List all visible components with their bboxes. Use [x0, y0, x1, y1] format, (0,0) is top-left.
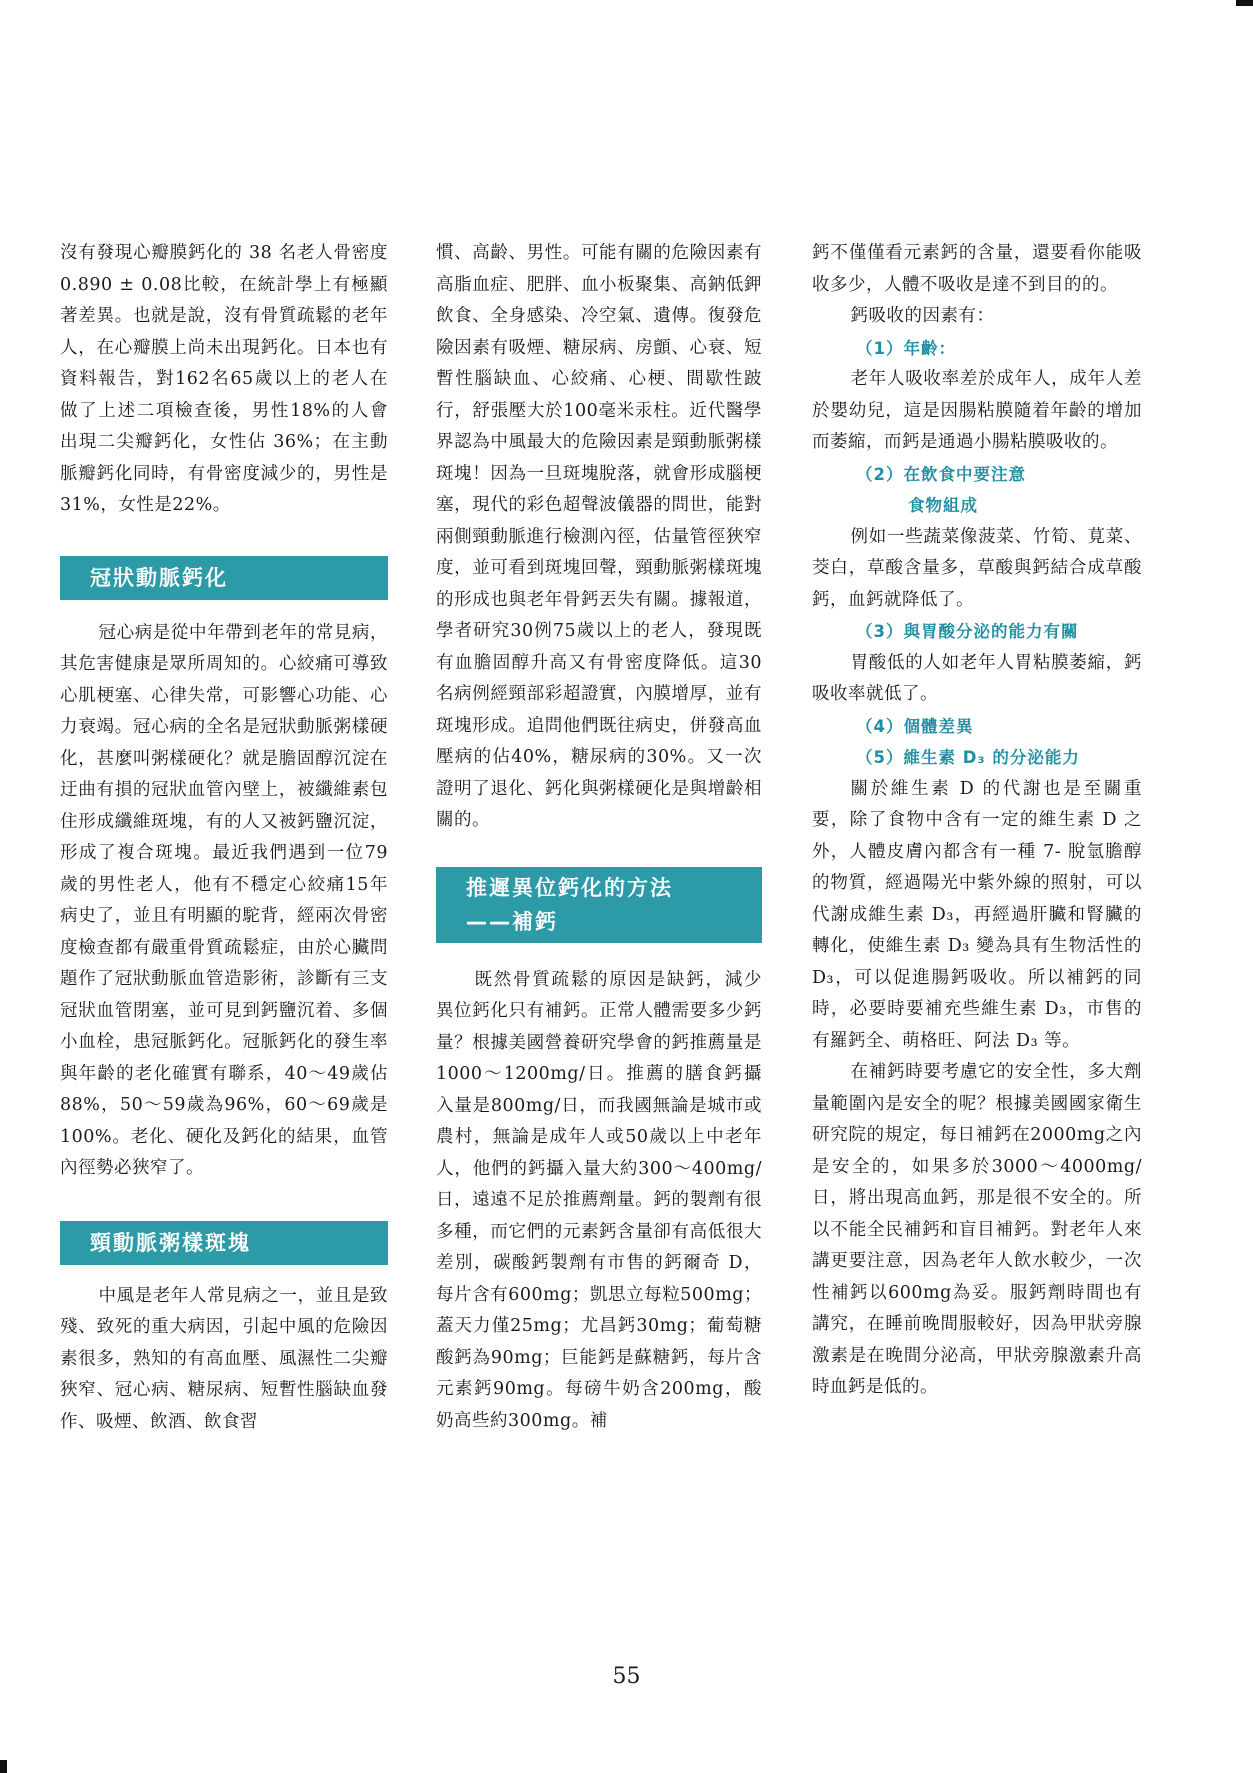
paragraph: 例如一些蔬菜像菠菜、竹筍、莧菜、茭白，草酸含量多，草酸與鈣結合成草酸鈣，血鈣就降低了。	[812, 526, 1142, 610]
crop-mark	[0, 1760, 7, 1773]
paragraph: 胃酸低的人如老年人胃粘膜萎縮，鈣吸收率就低了。	[812, 652, 1142, 704]
paragraph: 既然骨質疏鬆的原因是缺鈣，減少異位鈣化只有補鈣。正常人體需要多少鈣量？根據美國營養研究學會的鈣推薦量是1000～1200mg/日。推薦的膳食鈣攝入量是800mg/日，而我國無論是城市或農村，無論是成年人或50歲以上中老年人，他們的鈣攝入量大約300～400mg/日，遠遠不足於推薦劑量。鈣的製劑有很多種，而它們的元素鈣含量卻有高低很大差別，碳酸鈣製劑有市售的鈣爾奇 D，每片含有600mg；凱思立每粒500mg；蓋天力僅25mg；尤昌鈣30mg；葡萄糖酸鈣為90mg；巨能鈣是蘇糖鈣，每片含元素鈣90mg。每磅牛奶含200mg，酸奶高些約300mg。補	[436, 969, 762, 1431]
paragraph: 冠心病是從中年帶到老年的常見病，其危害健康是眾所周知的。心絞痛可導致心肌梗塞、心律失常，可影響心功能、心力衰竭。冠心病的全名是冠狀動脈粥樣硬化，甚麼叫粥樣硬化？就是膽固醇沉淀在迂曲有損的冠狀血管內壁上，被纖維素包住形成纖維斑塊，有的人又被鈣鹽沉淀，形成了複合斑塊。最近我們遇到一位79歲的男性老人，他有不穩定心絞痛15年病史了，並且有明顯的駝背，經兩次骨密度檢查都有嚴重骨質疏鬆症，由於心臟問題作了冠狀動脈血管造影術，診斷有三支冠狀血管閉塞，並可見到鈣鹽沉着、多個小血栓，患冠脈鈣化。冠脈鈣化的發生率與年齡的老化確實有聯系，40～49歲佔88%，50～59歲為96%，60～69歲是100%。老化、硬化及鈣化的結果，血管內徑勢必狹窄了。	[60, 622, 388, 1178]
paragraph: 鈣不僅僅看元素鈣的含量，還要看你能吸收多少，人體不吸收是達不到目的的。	[812, 243, 1142, 295]
paragraph: 中風是老年人常見病之一，並且是致殘、致死的重大病因，引起中風的危險因素很多，熟知的有高血壓、風濕性二尖瓣狹窄、冠心病、糖尿病、短暫性腦缺血發作、吸煙、飲酒、飲食習	[60, 1285, 388, 1432]
subheading-age: （1）年齡：	[856, 338, 956, 358]
column-right	[812, 238, 1142, 1404]
paragraph: 沒有發現心瓣膜鈣化的 38 名老人骨密度0.890 ± 0.08比較，在統計學上有極顯著差異。也就是說，沒有骨質疏鬆的老年人，在心瓣膜上尚未出現鈣化。日本也有資料報告，對162名65歲以上的老人在做了上述二項檢查後，男性18%的人會出現二尖瓣鈣化，女性佔 36%；在主動脈瓣鈣化同時，有骨密度減少的，男性是31%，女性是22%。	[60, 243, 388, 515]
heading-line: 推遲異位鈣化的方法	[466, 875, 673, 900]
paragraph: 在補鈣時要考慮它的安全性，多大劑量範圍內是安全的呢？根據美國國家衛生研究院的規定，每日補鈣在2000mg之內是安全的，如果多於3000～4000mg/日，將出現高血鈣，那是很不安全的。所以不能全民補鈣和盲目補鈣。對老年人來講更要注意，因為老年人飲水較少，一次性補鈣以600mg為妥。服鈣劑時間也有講究，在睡前晚間服較好，因為甲狀旁腺激素是在晚間分泌高，甲狀旁腺激素升高時血鈣是低的。	[812, 1062, 1142, 1397]
section-heading-calcium	[436, 867, 762, 943]
subheading-diet: （2）在飲食中要注意	[856, 464, 1026, 484]
column-left	[60, 238, 388, 1438]
heading-line: ——補鈣	[466, 909, 558, 934]
paragraph: 老年人吸收率差於成年人，成年人差於嬰幼兒，這是因腸粘膜隨着年齡的增加而萎縮，而鈣是通過小腸粘膜吸收的。	[812, 369, 1142, 452]
subheading-diet-cont: 食物組成	[908, 496, 978, 515]
paragraph: 慣、高齡、男性。可能有關的危險因素有高脂血症、肥胖、血小板聚集、高鈉低鉀飲食、全身感染、冷空氣、遺傳。復發危險因素有吸煙、糖尿病、房顫、心衰、短暫性腦缺血、心絞痛、心梗、間歇性跛行，舒張壓大於100毫米汞柱。近代醫學界認為中風最大的危險因素是頸動脈粥樣斑塊！因為一旦斑塊脫落，就會形成腦梗塞，現代的彩色超聲波儀器的問世，能對兩側頸動脈進行檢測內徑，估量管徑狹窄度，並可看到斑塊回聲，頸動脈粥樣斑塊的形成也與老年骨鈣丟失有關。據報道，學者研究30例75歲以上的老人，發現既有血膽固醇升高又有骨密度降低。這30名病例經頸部彩超證實，內膜增厚，並有斑塊形成。追問他們既往病史，併發高血壓病的佔40%，糖尿病的30%。又一次證明了退化、鈣化與粥樣硬化是與增齡相關的。	[436, 243, 762, 830]
subheading-vitamin-d3: （5）維生素 D₃ 的分泌能力	[856, 748, 1080, 767]
subheading-individual: （4）個體差異	[856, 716, 974, 736]
crop-mark	[1236, 0, 1253, 6]
section-heading-carotid: 頸動脈粥樣斑塊	[60, 1221, 388, 1265]
subheading-gastric-acid: （3）與胃酸分泌的能力有關	[856, 622, 1079, 641]
paragraph: 關於維生素 D 的代謝也是至關重要，除了食物中含有一定的維生素 D 之外，人體皮膚內都含有一種 7- 脫氫膽醇的物質，經過陽光中紫外線的照射，可以代謝成維生素 D₃，再經過肝臟和腎臟的轉化，使維生素 D₃ 變為具有生物活性的 D₃，可以促進腸鈣吸收。所以補鈣的同時，必要時要補充些維生素 D₃，市售的有羅鈣全、萌格旺、阿法 D₃ 等。	[812, 778, 1142, 1051]
page-number: 55	[612, 1664, 641, 1689]
section-heading-coronary: 冠狀動脈鈣化	[60, 556, 388, 600]
column-middle	[436, 238, 762, 1437]
paragraph: 鈣吸收的因素有：	[850, 306, 995, 326]
